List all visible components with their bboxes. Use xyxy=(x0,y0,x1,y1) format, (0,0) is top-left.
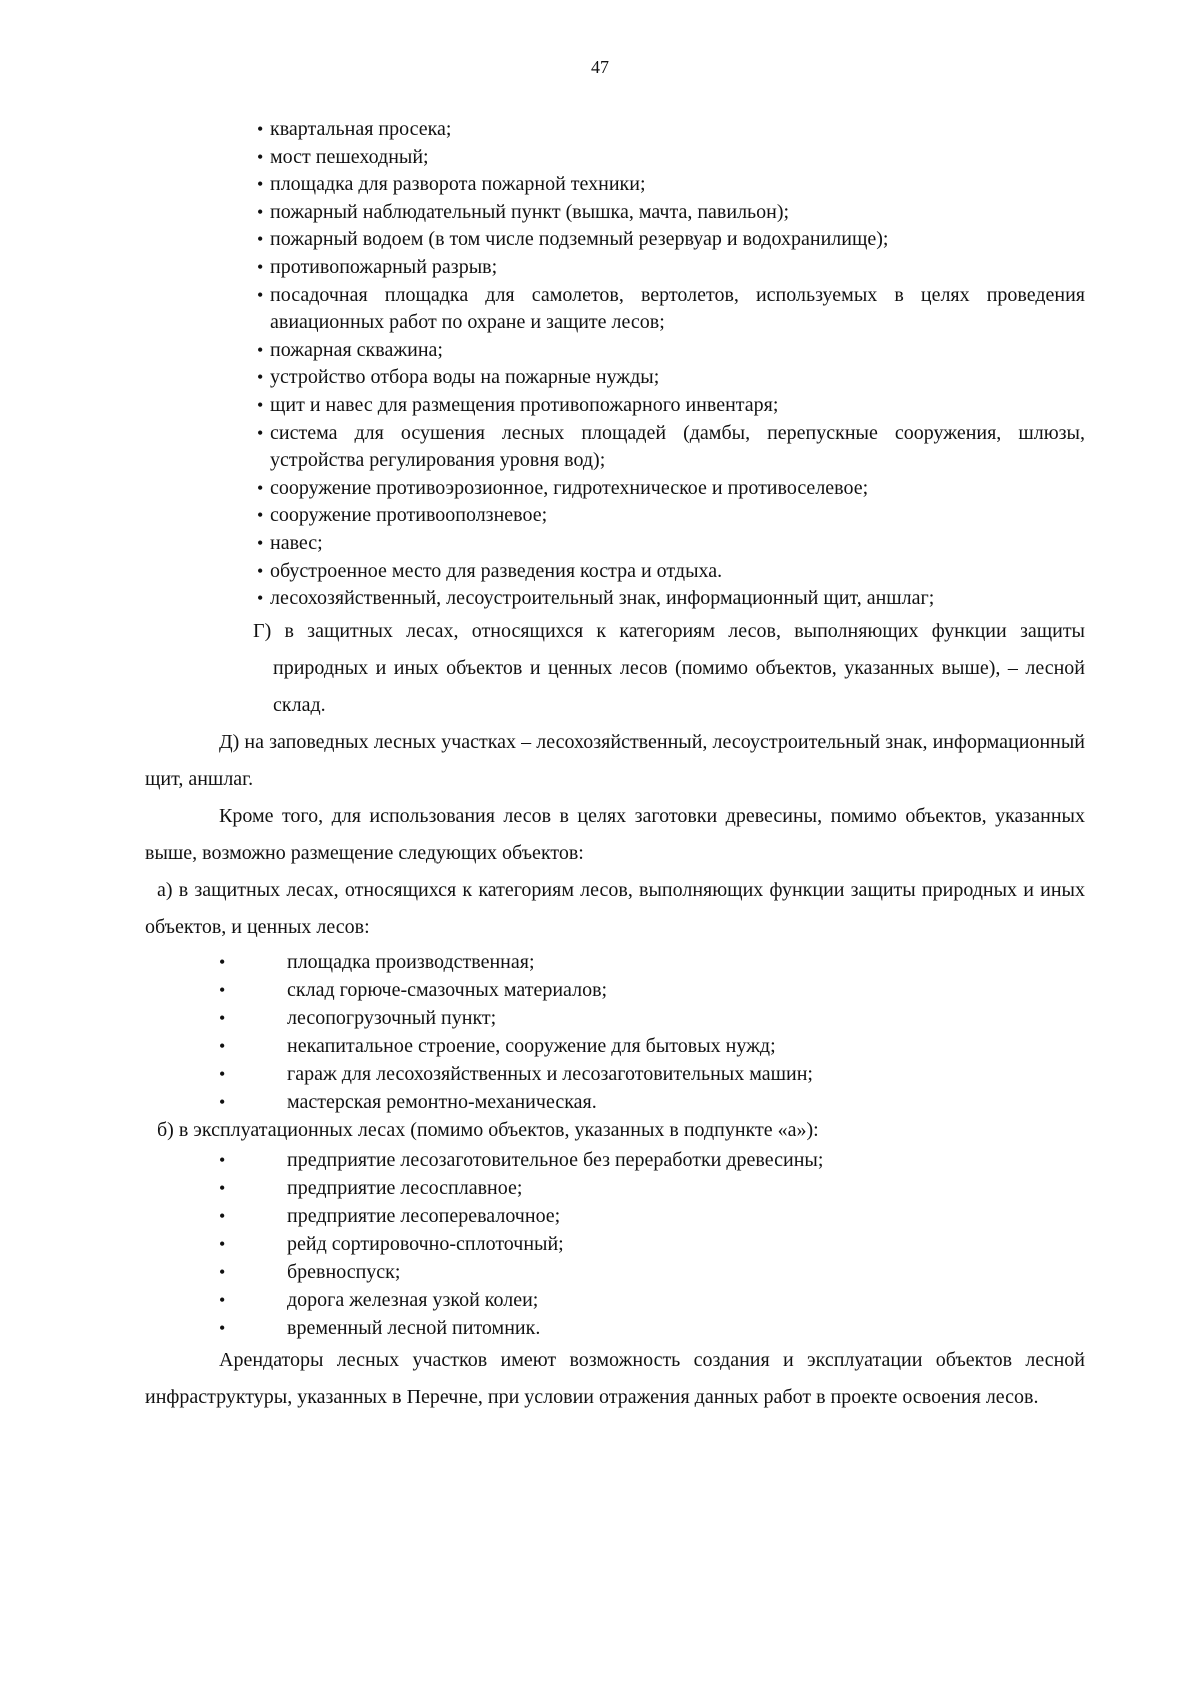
infrastructure-list xyxy=(257,116,1085,613)
paragraph-g: Г) в защитных лесах, относящихся к категориям лесов, выполняющих функции защиты природных и иных объектов и ценных лесов (помимо объектов, указанных выше), – лесной склад. xyxy=(253,619,1085,716)
paragraph-a: а) в защитных лесах, относящихся к категориям лесов, выполняющих функции защиты природных и иных объектов, и ценных лесов: xyxy=(145,878,1085,938)
list-item: • гараж для лесохозяйственных и лесозаготовительных машин; xyxy=(145,1060,1085,1088)
list-item: • дорога железная узкой колеи; xyxy=(145,1286,1085,1314)
list-item: • система для осушения лесных площадей (дамбы, перепускные сооружения, шлюзы, устройства регулирования уровня вод); xyxy=(257,420,1085,475)
page-body xyxy=(145,116,1085,1416)
list-item: • сооружение противооползневое; xyxy=(257,502,1085,530)
list-item: • площадка производственная; xyxy=(145,948,1085,976)
paragraph-b: б) в эксплуатационных лесах (помимо объектов, указанных в подпункте «а»): xyxy=(157,1118,819,1141)
list-item: • пожарный наблюдательный пункт (вышка, мачта, павильон); xyxy=(257,199,1085,227)
list-a xyxy=(145,948,1085,1116)
list-item: • посадочная площадка для самолетов, вертолетов, используемых в целях проведения авиационных работ по охране и защите лесов; xyxy=(257,282,1085,337)
list-item: • некапитальное строение, сооружение для бытовых нужд; xyxy=(145,1032,1085,1060)
list-item: • навес; xyxy=(257,530,1085,558)
list-item: • предприятие лесоперевалочное; xyxy=(145,1202,1085,1230)
list-item: • предприятие лесосплавное; xyxy=(145,1174,1085,1202)
list-item: • предприятие лесозаготовительное без переработки древесины; xyxy=(145,1146,1085,1174)
list-item: • рейд сортировочно-сплоточный; xyxy=(145,1230,1085,1258)
list-item: • сооружение противоэрозионное, гидротехническое и противоселевое; xyxy=(257,475,1085,503)
list-item: • пожарная скважина; xyxy=(257,337,1085,365)
list-item: • обустроенное место для разведения костра и отдыха. xyxy=(257,558,1085,586)
list-item: • склад горюче-смазочных материалов; xyxy=(145,976,1085,1004)
list-item: • устройство отбора воды на пожарные нужды; xyxy=(257,364,1085,392)
list-item: • лесопогрузочный пункт; xyxy=(145,1004,1085,1032)
list-b xyxy=(145,1146,1085,1342)
list-item: • пожарный водоем (в том числе подземный резервуар и водохранилище); xyxy=(257,226,1085,254)
list-item: • мост пешеходный; xyxy=(257,144,1085,172)
list-item: • площадка для разворота пожарной техники; xyxy=(257,171,1085,199)
list-item: • противопожарный разрыв; xyxy=(257,254,1085,282)
list-item: • щит и навес для размещения противопожарного инвентаря; xyxy=(257,392,1085,420)
list-item: • квартальная просека; xyxy=(257,116,1085,144)
list-item: • бревноспуск; xyxy=(145,1258,1085,1286)
paragraph-final: Арендаторы лесных участков имеют возможность создания и эксплуатации объектов лесной инфраструктуры, указанных в Перечне, при условии отражения данных работ в проекте освоения лесов. xyxy=(145,1348,1085,1408)
list-item: • временный лесной питомник. xyxy=(145,1314,1085,1342)
paragraph-d: Д) на заповедных лесных участках – лесохозяйственный, лесоустроительный знак, информационный щит, аншлаг. xyxy=(145,730,1085,790)
page-number: 47 xyxy=(591,57,609,77)
list-item: • лесохозяйственный, лесоустроительный знак, информационный щит, аншлаг; xyxy=(257,585,1085,613)
paragraph-krome: Кроме того, для использования лесов в целях заготовки древесины, помимо объектов, указанных выше, возможно размещение следующих объектов: xyxy=(145,804,1085,864)
list-item: • мастерская ремонтно-механическая. xyxy=(145,1088,1085,1116)
